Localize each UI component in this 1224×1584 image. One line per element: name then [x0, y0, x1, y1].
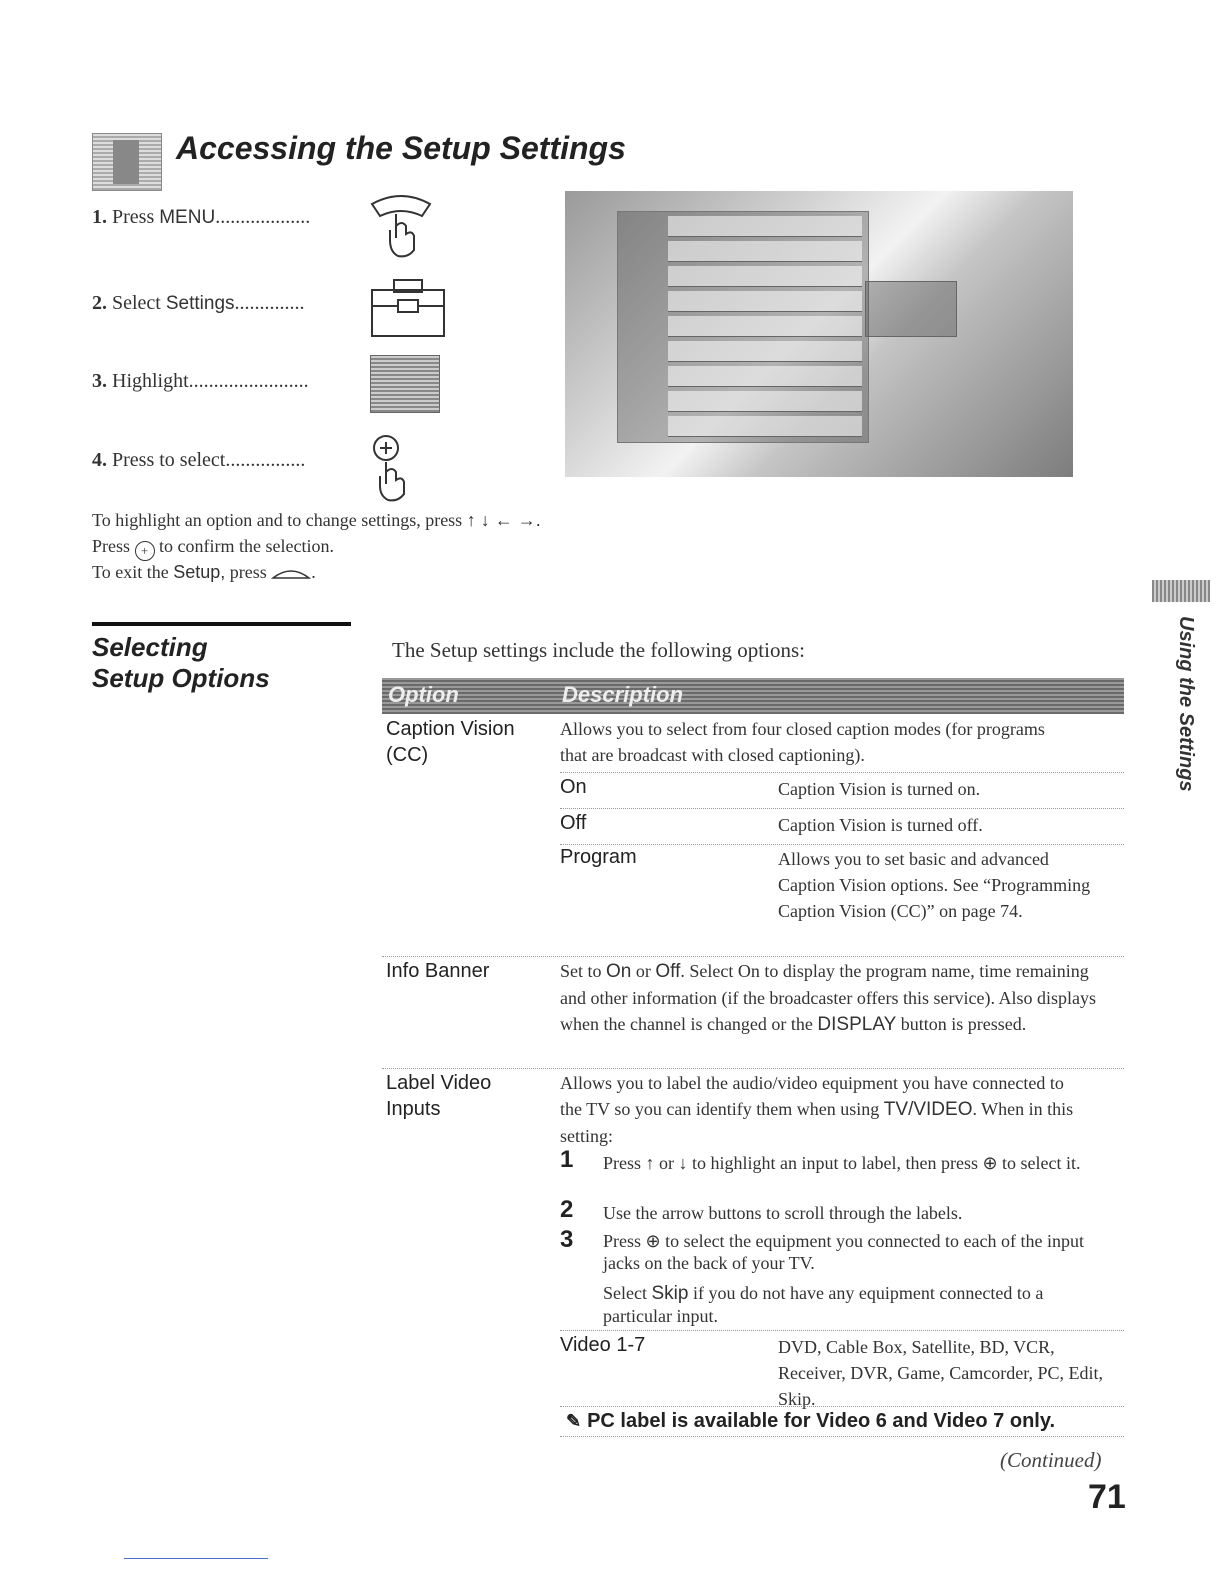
option-info-banner: Info Banner — [386, 960, 490, 982]
label-step-3-number: 3 — [560, 1226, 574, 1253]
setup-highlight-icon — [370, 355, 440, 413]
video-inputs-label: Video 1-7 — [560, 1334, 646, 1356]
select-button-icon: + — [135, 541, 155, 561]
caption-program-description: Allows you to set basic and advanced Caption Vision options. See “Programming Caption Vision (CC)” on page 74. — [778, 849, 1091, 921]
section-title-line-2: Setup Options — [92, 663, 270, 693]
option-label-video-inputs: Label Video Inputs — [386, 1072, 492, 1120]
section-title-line-1: Selecting — [92, 632, 208, 662]
caption-on-label: On — [560, 776, 587, 798]
label-step-1-number: 1 — [560, 1146, 574, 1173]
step-4: 4. Press to select................ — [92, 449, 306, 471]
table-header — [382, 678, 1124, 714]
label-video-inputs-description: Allows you to label the audio/video equipment you have connected to the TV so you can identify them when using TV/VIDEO. When in this setting: — [560, 1073, 1074, 1146]
menu-button-icon — [271, 566, 311, 580]
caption-off-label: Off — [560, 812, 587, 834]
section-intro: The Setup settings include the following options: — [392, 638, 805, 662]
option-caption-vision: Caption Vision (CC) — [386, 718, 515, 766]
setup-section-icon — [92, 133, 162, 191]
menu-button-hand-icon — [368, 190, 434, 260]
instruction-line-1: To highlight an option and to change settings, press ↑ ↓ ← →. — [92, 510, 541, 530]
column-header-description: Description — [562, 682, 684, 707]
step-2: 2. Select Settings.............. — [92, 292, 305, 314]
label-skip-text: Select Skip if you do not have any equipment connected to a particular input. — [603, 1283, 1044, 1326]
column-header-option: Option — [388, 682, 459, 707]
page-title: Accessing the Setup Settings — [176, 130, 626, 166]
instruction-line-2: Press + to confirm the selection. — [92, 536, 334, 561]
note-pencil-icon: ✎ — [566, 1411, 582, 1431]
page-number: 71 — [1088, 1478, 1126, 1516]
note: ✎ PC label is available for Video 6 and Video 7 only. — [566, 1410, 1056, 1432]
label-step-1-text: Press ↑ or ↓ to highlight an input to label, then press ⊕ to select it. — [603, 1153, 1081, 1173]
select-button-hand-icon — [366, 432, 416, 502]
continued-label: (Continued) — [1000, 1448, 1102, 1472]
label-step-2-number: 2 — [560, 1196, 574, 1223]
caption-program-label: Program — [560, 846, 637, 868]
toolbox-settings-icon — [368, 276, 448, 340]
section-rule — [92, 622, 351, 626]
step-1: 1. Press MENU................... — [92, 206, 311, 228]
label-step-2-text: Use the arrow buttons to scroll through the labels. — [603, 1203, 963, 1223]
caption-vision-description: Allows you to select from four closed caption modes (for programs that are broadcast with closed captioning). — [560, 719, 1045, 765]
label-step-3-text: Press ⊕ to select the equipment you connected to each of the input jacks on the back of your TV. — [603, 1231, 1084, 1273]
video-inputs-description: DVD, Cable Box, Satellite, BD, VCR, Receiver, DVR, Game, Camcorder, PC, Edit, Skip. — [778, 1337, 1103, 1409]
caption-off-description: Caption Vision is turned off. — [778, 815, 983, 835]
bottom-rule — [124, 1558, 268, 1559]
side-tab-marker — [1152, 580, 1210, 602]
caption-on-description: Caption Vision is turned on. — [778, 779, 981, 799]
info-banner-description: Set to On or Off. Select On to display the program name, time remaining and other information (if the broadcaster offers this service). Also displays when the channel is changed or the DISPLAY button is pressed. — [560, 961, 1097, 1035]
tv-setup-menu-screenshot — [565, 191, 1073, 477]
step-3: 3. Highlight........................ — [92, 370, 309, 392]
instruction-line-3: To exit the Setup, press . — [92, 562, 316, 582]
side-tab-label: Using the Settings — [1175, 616, 1197, 792]
